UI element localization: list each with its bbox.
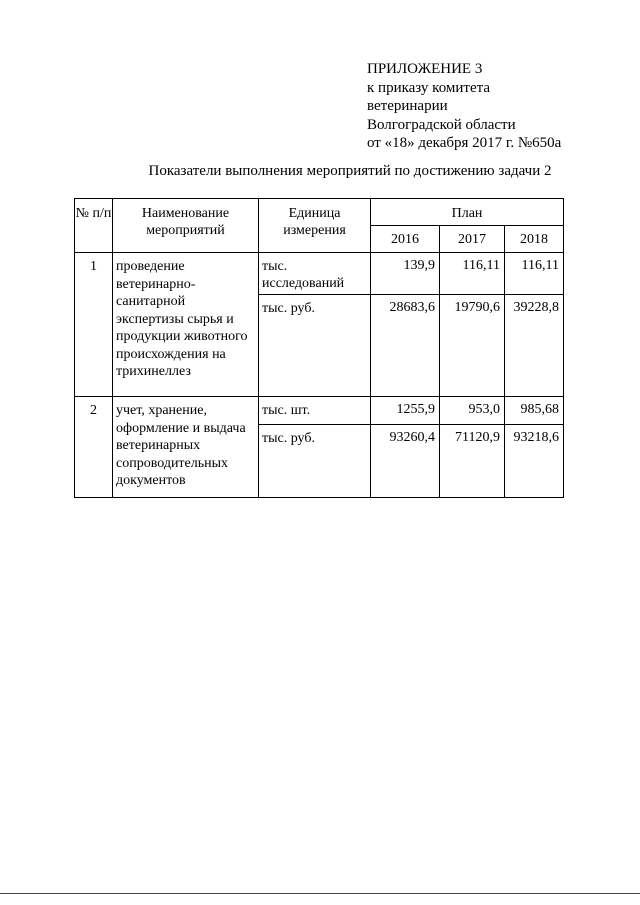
- row-number: 2: [75, 397, 113, 498]
- unit-cell: тыс. шт.: [259, 397, 371, 425]
- appendix-line: ветеринарии: [367, 98, 448, 114]
- value-cell: 985,68: [505, 397, 564, 425]
- value-cell: 93260,4: [371, 425, 440, 498]
- footer-divider: [0, 893, 640, 894]
- appendix-date-line: от «18» декабря 2017 г. №650а: [367, 135, 562, 151]
- activity-name: учет, хранение, оформление и выдача ветеринарных сопроводительных документов: [113, 397, 259, 498]
- header-num: № п/п: [75, 199, 113, 253]
- appendix-line: Волгоградской области: [367, 116, 516, 133]
- value-cell: 953,0: [440, 397, 505, 425]
- value-cell: 39228,8: [505, 295, 564, 397]
- value-cell: 93218,6: [505, 425, 564, 498]
- appendix-line: к приказу комитета: [367, 79, 491, 96]
- unit-cell: тыс. руб.: [259, 425, 371, 498]
- appendix-block: [367, 60, 561, 153]
- value-cell: 116,11: [440, 253, 505, 295]
- header-year: 2017: [440, 226, 505, 253]
- value-cell: 116,11: [505, 253, 564, 295]
- table-row: [75, 397, 564, 425]
- value-cell: 19790,6: [440, 295, 505, 397]
- table-row: [75, 253, 564, 295]
- header-name: Наименование мероприятий: [113, 199, 259, 253]
- header-year: 2016: [371, 226, 440, 253]
- activity-name: проведение ветеринарно-санитарной экспертизы сырья и продукции животного происхождения на трихинеллез: [113, 253, 259, 397]
- value-cell: 71120,9: [440, 425, 505, 498]
- header-plan: План: [371, 199, 564, 226]
- unit-cell: тыс. руб.: [259, 295, 371, 397]
- document-title: Показатели выполнения мероприятий по достижению задачи 2: [148, 163, 552, 179]
- value-cell: 1255,9: [371, 397, 440, 425]
- unit-cell: тыс. исследований: [259, 253, 371, 295]
- header-year: 2018: [505, 226, 564, 253]
- indicators-table: [74, 198, 564, 498]
- appendix-title: ПРИЛОЖЕНИЕ 3: [367, 61, 483, 77]
- value-cell: 28683,6: [371, 295, 440, 397]
- header-unit: Единица измерения: [259, 199, 371, 253]
- value-cell: 139,9: [371, 253, 440, 295]
- row-number: 1: [75, 253, 113, 397]
